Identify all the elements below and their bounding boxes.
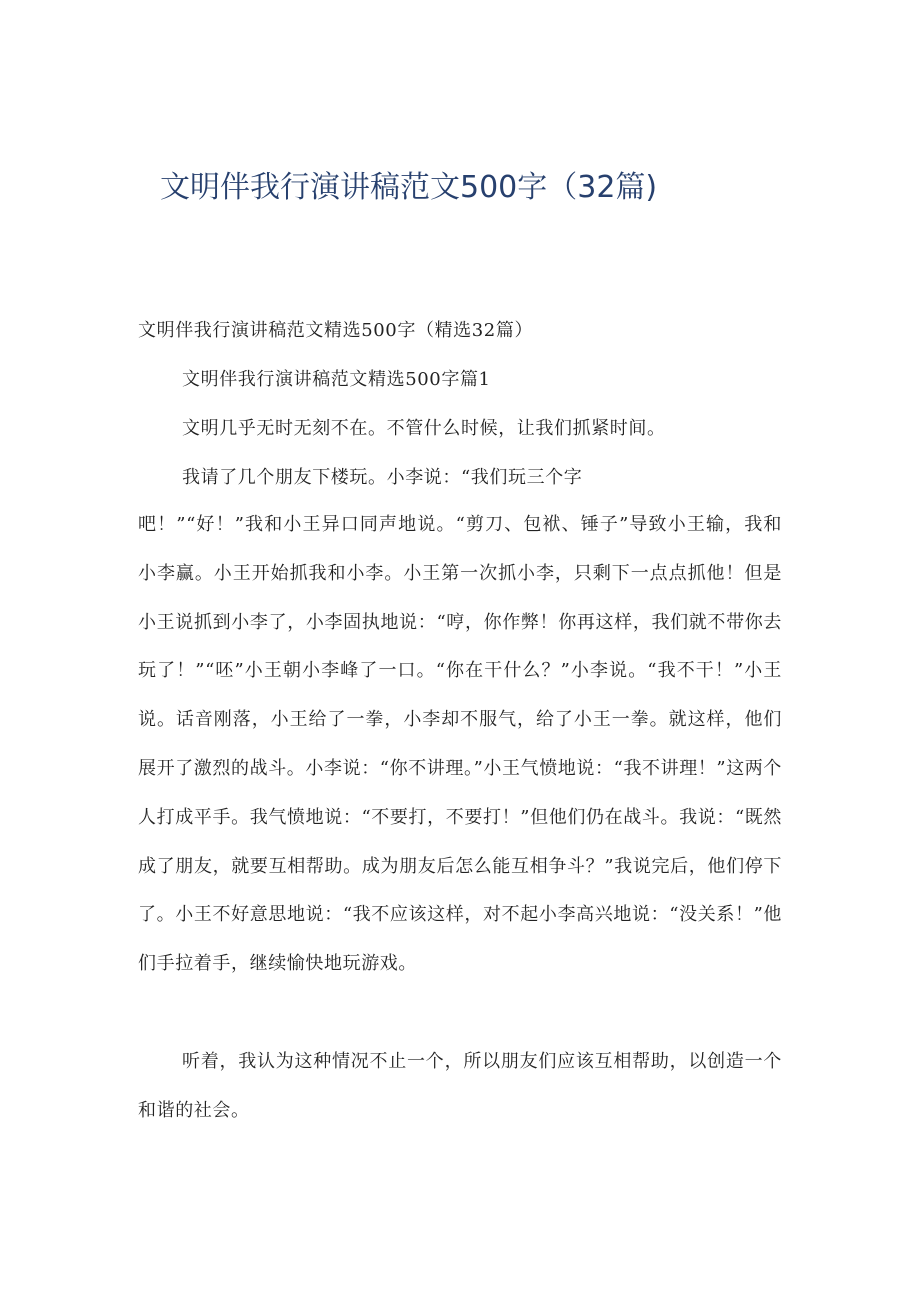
document-title: 文明伴我行演讲稿范文500字（32篇) [160,170,658,205]
document-subtitle: 文明伴我行演讲稿范文精选500字（精选32篇） [138,320,534,341]
paragraph-2: 我请了几个朋友下楼玩。小李说：“我们玩三个字 [182,467,583,488]
paragraph-4: 听着，我认为这种情况不止一个，所以朋友们应该互相帮助，以创造一个和谐的社会。 [138,1051,782,1121]
paragraph-1: 文明几乎无时无刻不在。不管什么时候，让我们抓紧时间。 [182,418,666,439]
section-heading: 文明伴我行演讲稿范文精选500字篇1 [182,369,491,390]
paragraph-3: 吧！”“好！”我和小王异口同声地说。“剪刀、包袱、锤子”导致小王输，我和小李赢。小王开始抓我和小李。小王第一次抓小李，只剩下一点点抓他！但是小王说抓到小李了，小李固执地说：“哼，你作弊！你再这样，我们就不带你去玩了！”“呸”小王朝小李峰了一口。“你在干什么？”小李说。“我不干！”小王说。话音刚落，小王给了一拳，小李却不服气，给了小王一拳。就这样，他们展开了激烈的战斗。小李说：“你不讲理。”小王气愤地说：“我不讲理！”这两个人打成平手。我气愤地说：“不要打，不要打！”但他们仍在战斗。我说：“既然成了朋友，就要互相帮助。成为朋友后怎么能互相争斗？”我说完后，他们停下了。小王不好意思地说：“我不应该这样，对不起小李高兴地说：“没关系！”他们手拉着手，继续愉快地玩游戏。 [138,514,783,975]
